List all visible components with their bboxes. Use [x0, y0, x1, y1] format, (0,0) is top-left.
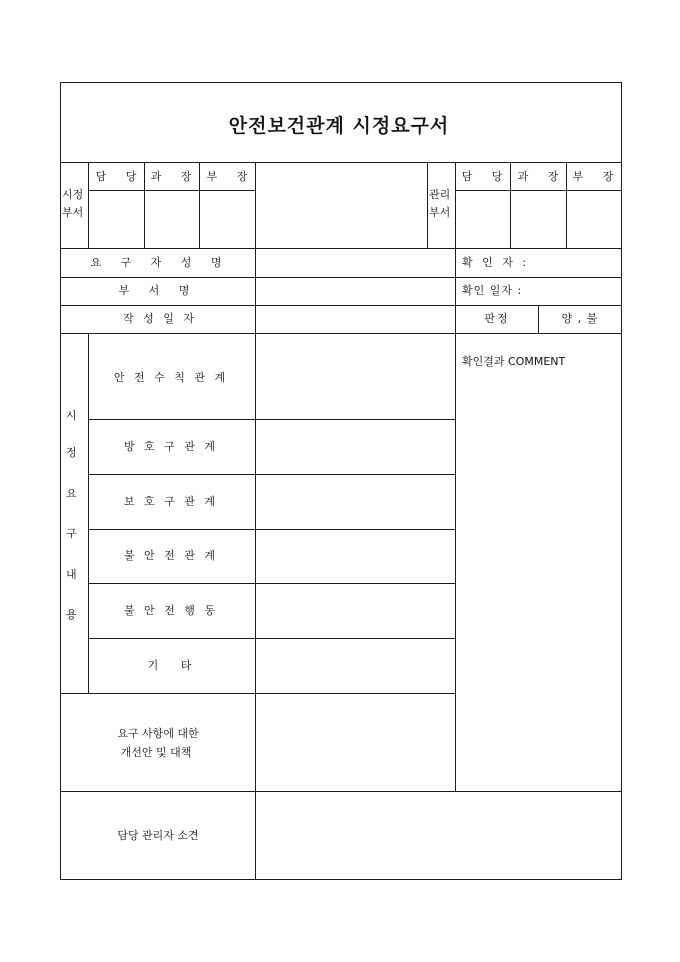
- row-line-4: [60, 791, 622, 792]
- request-row-line-3: [88, 529, 456, 530]
- approval-left-role-2: 과 장: [150, 170, 200, 183]
- request-item-unsafe-behavior: 불 안 전 행 동: [123, 604, 219, 617]
- request-row-line-6: [60, 693, 456, 694]
- date-written-label: 작 성 일 자: [123, 312, 197, 325]
- request-item-protective-device: 방 호 구 관 계: [123, 440, 219, 453]
- approval-right-label-1: 관리: [429, 188, 451, 201]
- approval-right-role-1: 담 당: [461, 170, 511, 183]
- approval-left-label-1: 시정: [62, 188, 84, 201]
- approval-left-header-line: [88, 190, 256, 191]
- improvement-label-line-1: 요구 사항에 대한: [117, 727, 199, 740]
- approval-left-role-1: 담 당: [95, 170, 145, 183]
- approval-right-div-1: [427, 162, 428, 248]
- request-label-divider: [88, 333, 89, 694]
- judgement-label: 판정: [484, 312, 510, 325]
- border-bottom: [60, 879, 622, 880]
- confirm-result-comment-label: 확인결과 COMMENT: [462, 355, 566, 368]
- improvement-label-line-2: 개선안 및 대책: [120, 746, 192, 759]
- request-label-char-5: 내: [66, 568, 77, 581]
- request-row-line-4: [88, 583, 456, 584]
- request-label-char-3: 요: [66, 487, 77, 500]
- approval-right-role-3: 부 장: [572, 170, 622, 183]
- row-line-1: [60, 277, 622, 278]
- judgement-value: 양 , 불: [561, 312, 599, 325]
- manager-opinion-label: 담당 관리자 소견: [117, 829, 199, 842]
- col-divider-right: [455, 248, 456, 792]
- request-label-char-1: 시: [66, 409, 77, 422]
- document-title: 안전보건관계 시정요구서: [228, 115, 450, 137]
- approval-left-div-1: [88, 162, 89, 248]
- border-top: [60, 82, 622, 83]
- request-label-char-4: 구: [66, 527, 77, 540]
- request-item-safety-rules: 안 전 수 칙 관 계: [113, 371, 229, 384]
- request-label-char-2: 정: [66, 446, 77, 459]
- approval-right-label-2: 부서: [429, 206, 451, 219]
- border-right: [621, 82, 622, 880]
- border-left: [60, 82, 61, 880]
- approval-right-div-2: [455, 162, 456, 248]
- approval-left-role-3: 부 장: [206, 170, 256, 183]
- confirm-date-label: 확인 일자 :: [462, 284, 523, 297]
- approval-right-header-line: [455, 190, 622, 191]
- request-item-protective-gear: 보 호 구 관 계: [123, 495, 219, 508]
- request-label-char-6: 용: [66, 608, 77, 621]
- request-row-line-5: [88, 638, 456, 639]
- request-item-other: 기 타: [147, 659, 195, 672]
- confirmer-label: 확 인 자 :: [462, 256, 530, 269]
- col-divider-label: [255, 248, 256, 879]
- request-item-unsafe-condition: 불 안 전 관 계: [123, 549, 219, 562]
- department-name-label: 부 서 명: [118, 284, 198, 297]
- request-row-line-2: [88, 474, 456, 475]
- requester-name-label: 요 구 자 성 명: [90, 256, 230, 269]
- approval-right-role-2: 과 장: [517, 170, 567, 183]
- row-line-approval-bottom: [60, 248, 622, 249]
- approval-left-label-2: 부서: [62, 206, 84, 219]
- col-divider-judgement: [538, 305, 539, 334]
- request-row-line-1: [88, 419, 456, 420]
